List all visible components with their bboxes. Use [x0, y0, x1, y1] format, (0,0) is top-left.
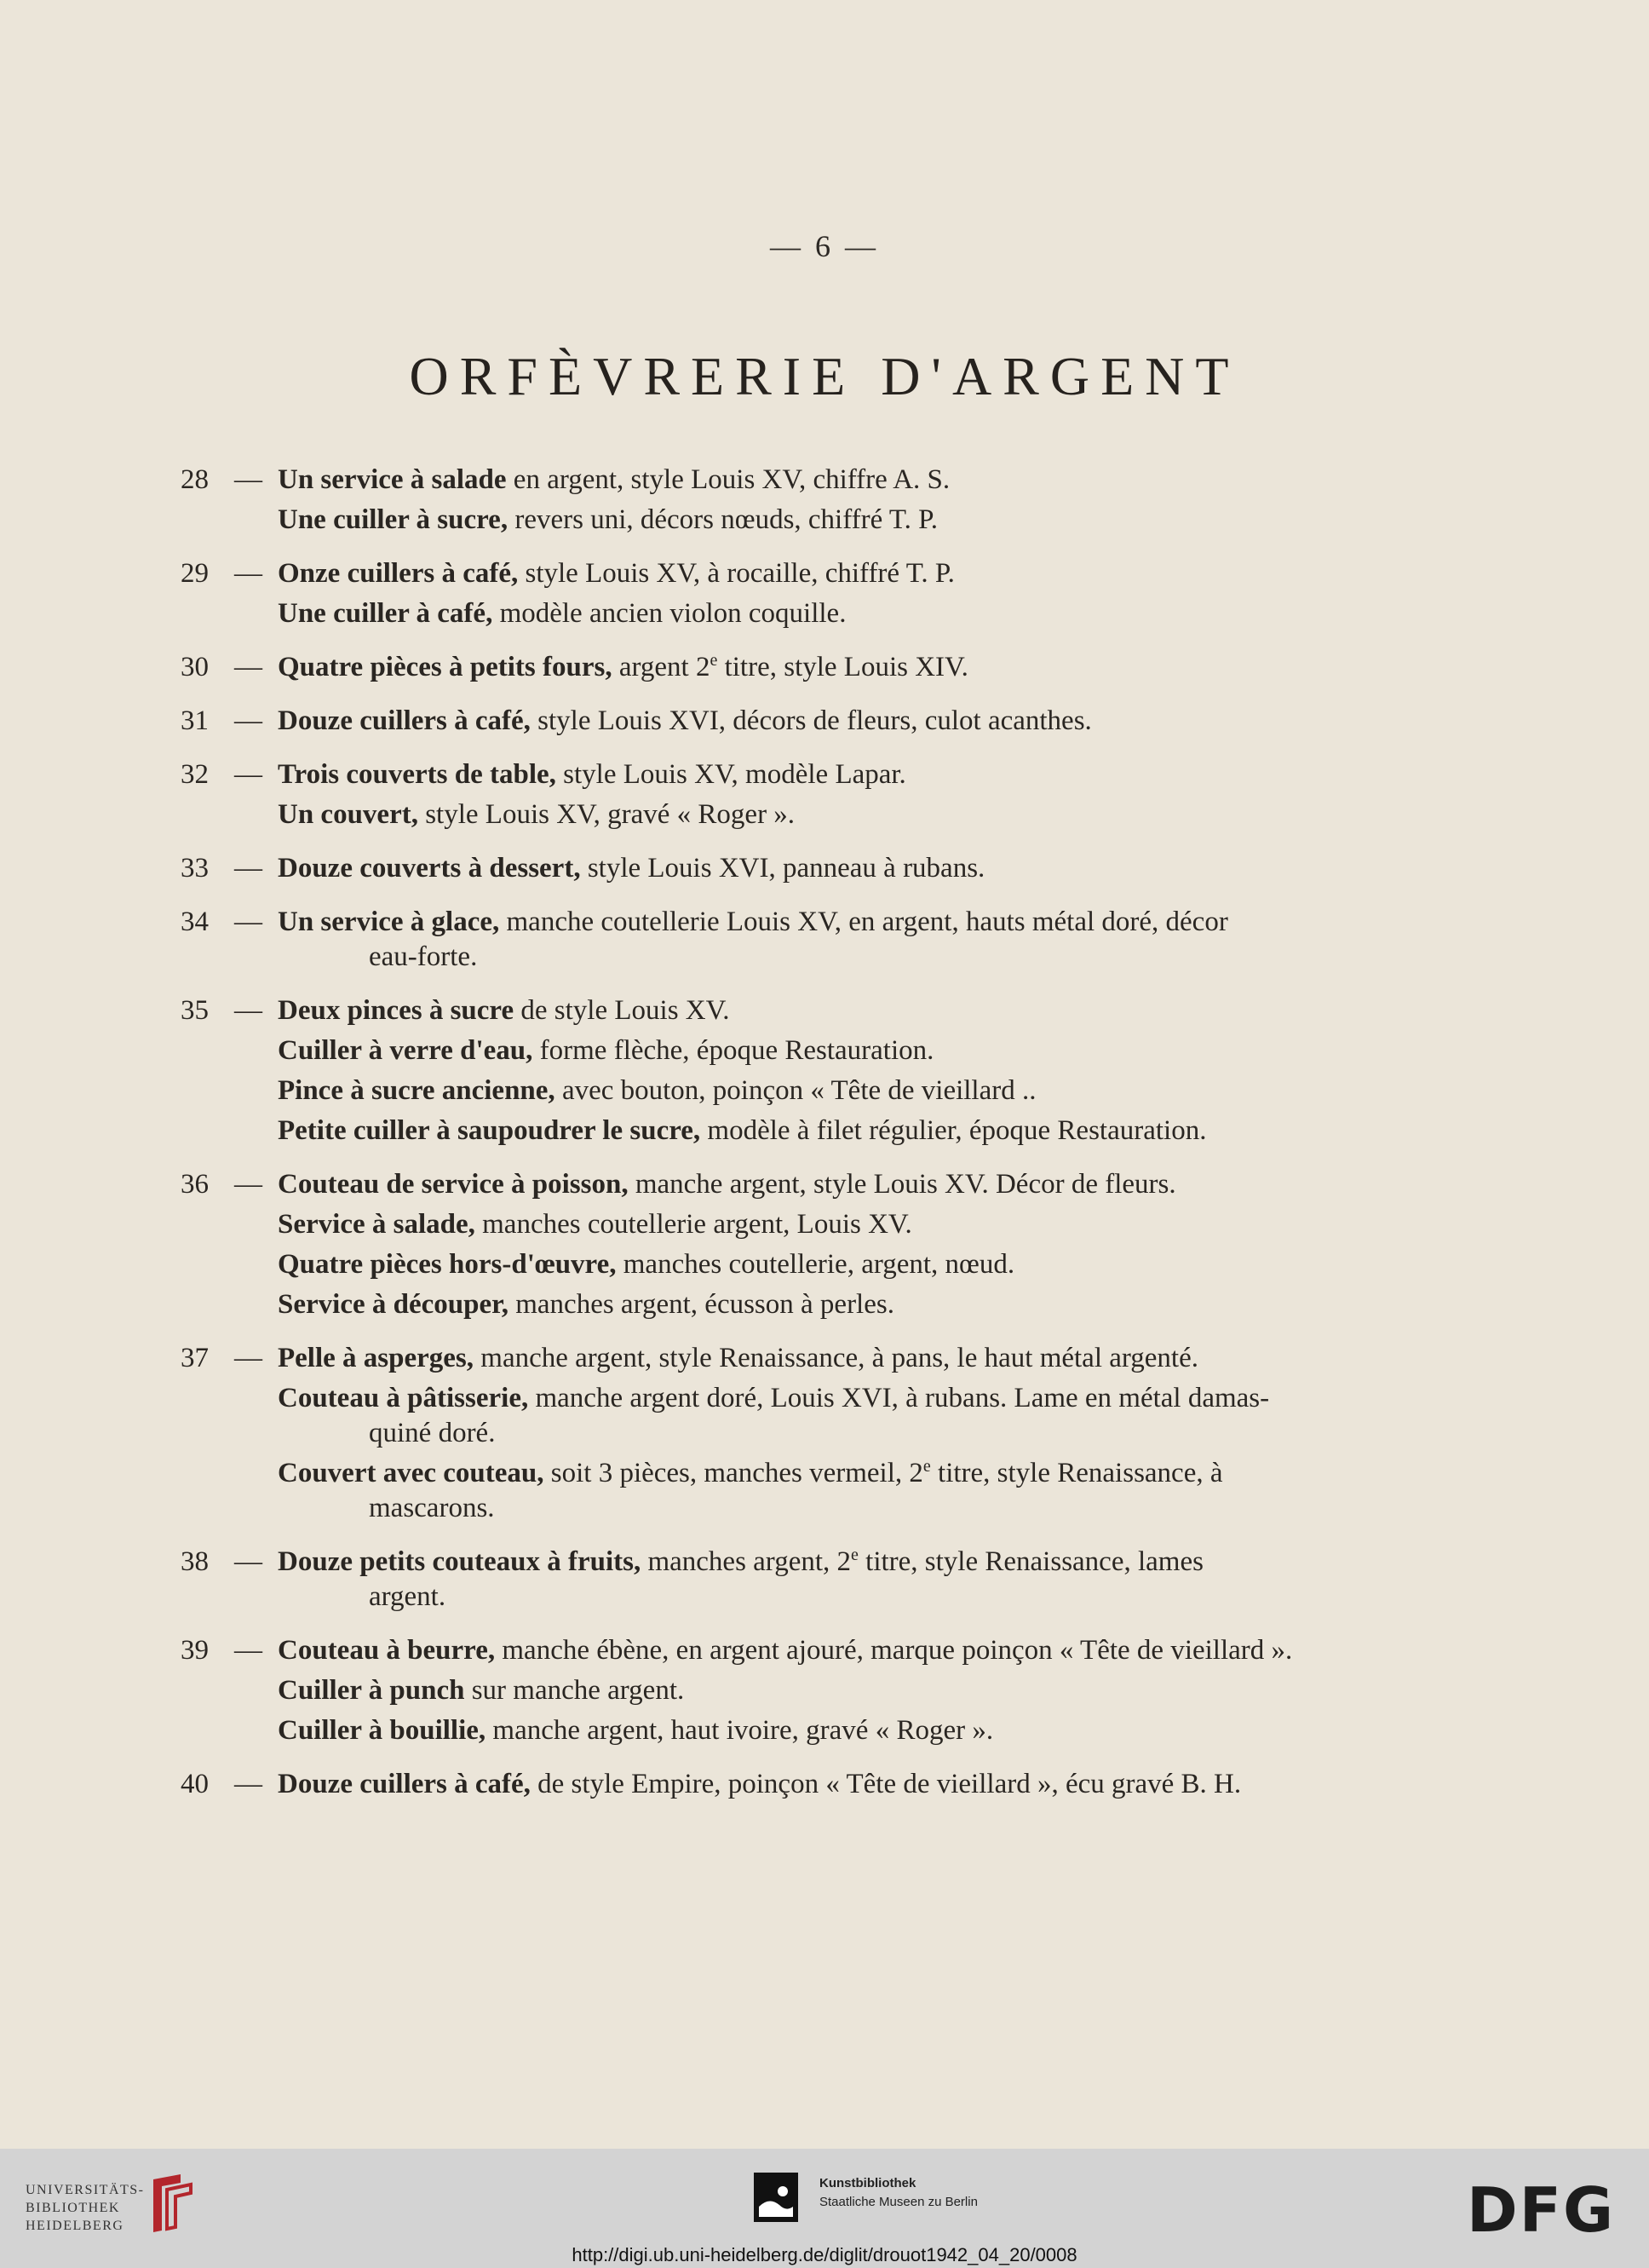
lot-item — [278, 594, 1467, 634]
lot-item — [278, 1285, 1467, 1325]
ub-heidelberg-logo-text[interactable] — [26, 2181, 145, 2235]
lot-item — [278, 902, 1467, 977]
lot-items — [278, 1338, 1467, 1528]
item-name: Pince à sucre ancienne, — [278, 1075, 555, 1106]
lot-dash: — — [234, 907, 262, 937]
item-description: manches coutellerie argent, Louis XV. — [474, 1209, 912, 1240]
ordinal-superscript: e — [922, 1457, 931, 1476]
item-description: forme flèche, époque Restauration. — [532, 1035, 934, 1066]
item-description-cont: titre, style Renaissance, à — [930, 1458, 1223, 1488]
lot-item — [278, 755, 1467, 795]
item-description: avec bouton, poinçon « Tête de vieillard .. — [554, 1075, 1037, 1106]
lot-list — [181, 460, 1467, 1805]
footer-bar — [0, 2149, 1649, 2268]
item-name: Douze petits couteaux à fruits, — [278, 1546, 641, 1577]
lot-dash: — — [234, 1546, 262, 1577]
item-description: revers uni, décors nœuds, chiffré T. P. — [508, 504, 939, 535]
lot-dash: — — [234, 464, 262, 495]
page-number: — 6 — — [770, 229, 879, 263]
item-name: Douze cuillers à café, — [278, 705, 531, 736]
item-description-cont: titre, style Louis XIV. — [717, 652, 968, 682]
item-description: sur manche argent. — [464, 1675, 685, 1706]
ub-heidelberg-mark-icon — [147, 2171, 198, 2239]
lot-entry — [181, 648, 1467, 688]
item-continuation: mascarons. — [369, 1493, 495, 1523]
item-name: Un service à glace, — [278, 907, 500, 937]
item-description: manches argent, 2 — [641, 1546, 852, 1577]
lot-number: 29 — [181, 558, 209, 589]
kb-subtitle: Staatliche Museen zu Berlin — [819, 2195, 978, 2209]
lot-item — [278, 701, 1467, 741]
kunstbibliothek-label — [819, 2174, 978, 2212]
item-name: Service à découper, — [278, 1289, 508, 1320]
page-title: ORFÈVRERIE D'ARGENT — [409, 346, 1240, 406]
lot-item — [278, 1711, 1467, 1751]
item-description: manche coutellerie Louis XV, en argent, hauts métal doré, décor — [499, 907, 1228, 937]
lot-item — [278, 554, 1467, 594]
item-name: Une cuiller à sucre, — [278, 504, 508, 535]
item-description: modèle à filet régulier, époque Restauration. — [700, 1115, 1207, 1146]
item-name: Douze couverts à dessert, — [278, 853, 581, 884]
lot-item — [278, 1111, 1467, 1151]
lot-number: 35 — [181, 995, 209, 1026]
lot-items — [278, 849, 1467, 889]
item-name: Couteau à pâtisserie, — [278, 1383, 529, 1413]
lot-items — [278, 991, 1467, 1151]
item-description: manche argent, haut ivoire, gravé « Roger ». — [486, 1715, 994, 1746]
lot-item — [278, 1165, 1467, 1205]
item-description: en argent, style Louis XV, chiffre A. S. — [506, 464, 951, 495]
lot-number: 36 — [181, 1169, 209, 1200]
lot-entry — [181, 1542, 1467, 1617]
lot-entry — [181, 1631, 1467, 1751]
item-name: Couteau à beurre, — [278, 1635, 496, 1666]
item-description-cont: titre, style Renaissance, lames — [858, 1546, 1204, 1577]
lot-entry — [181, 755, 1467, 835]
lot-dash: — — [234, 1343, 262, 1373]
lot-dash: — — [234, 995, 262, 1026]
lot-item — [278, 460, 1467, 500]
item-description: de style Empire, poinçon « Tête de vieillard », écu gravé B. H. — [530, 1769, 1242, 1799]
ub-line: HEIDELBERG — [26, 2219, 124, 2233]
lot-entry — [181, 1764, 1467, 1805]
ordinal-superscript: e — [851, 1546, 859, 1564]
item-description: manche ébène, en argent ajouré, marque poinçon « Tête de vieillard ». — [495, 1635, 1293, 1666]
lot-number: 32 — [181, 759, 209, 790]
item-description: argent 2 — [612, 652, 710, 682]
dfg-logo[interactable]: DFG — [1467, 2174, 1616, 2246]
kunstbibliothek-logo-icon[interactable] — [754, 2173, 798, 2222]
lot-dash: — — [234, 652, 262, 682]
item-continuation: quiné doré. — [369, 1418, 496, 1448]
lot-entry — [181, 701, 1467, 741]
item-description: style Louis XVI, panneau à rubans. — [580, 853, 985, 884]
lot-number: 38 — [181, 1546, 209, 1577]
kb-title: Kunstbibliothek — [819, 2176, 916, 2190]
item-name: Cuiller à punch — [278, 1675, 465, 1706]
lot-dash: — — [234, 759, 262, 790]
lot-items — [278, 902, 1467, 977]
item-name: Service à salade, — [278, 1209, 475, 1240]
item-name: Un couvert, — [278, 799, 418, 830]
lot-item — [278, 1671, 1467, 1711]
item-description: manche argent, style Louis XV. Décor de fleurs. — [628, 1169, 1176, 1200]
lot-number: 40 — [181, 1769, 209, 1799]
item-description: modèle ancien violon coquille. — [492, 598, 847, 629]
item-description: style Louis XV, modèle Lapar. — [555, 759, 906, 790]
lot-number: 28 — [181, 464, 209, 495]
lot-entry — [181, 902, 1467, 977]
lot-item — [278, 1245, 1467, 1285]
lot-item — [278, 991, 1467, 1031]
item-name: Couvert avec couteau, — [278, 1458, 544, 1488]
item-description: style Louis XVI, décors de fleurs, culot acanthes. — [530, 705, 1092, 736]
item-description: style Louis XV, gravé « Roger ». — [417, 799, 796, 830]
lot-item — [278, 795, 1467, 835]
lot-item — [278, 1205, 1467, 1245]
item-name: Une cuiller à café, — [278, 598, 493, 629]
lot-entry — [181, 1338, 1467, 1528]
item-name: Trois couverts de table, — [278, 759, 556, 790]
lot-item — [278, 1338, 1467, 1379]
item-description: manches coutellerie, argent, nœud. — [616, 1249, 1015, 1280]
item-name: Cuiller à verre d'eau, — [278, 1035, 533, 1066]
ub-line: BIBLIOTHEK — [26, 2201, 120, 2215]
item-name: Quatre pièces à petits fours, — [278, 652, 612, 682]
lot-dash: — — [234, 1635, 262, 1666]
item-name: Un service à salade — [278, 464, 507, 495]
item-name: Quatre pièces hors-d'œuvre, — [278, 1249, 617, 1280]
lot-item — [278, 1453, 1467, 1528]
item-name: Pelle à asperges, — [278, 1343, 474, 1373]
lot-item — [278, 648, 1467, 688]
lot-items — [278, 1165, 1467, 1325]
lot-items — [278, 755, 1467, 835]
item-name: Cuiller à bouillie, — [278, 1715, 486, 1746]
lot-item — [278, 500, 1467, 540]
lot-entry — [181, 991, 1467, 1151]
lot-number: 34 — [181, 907, 209, 937]
ub-line: UNIVERSITÄTS- — [26, 2183, 145, 2197]
lot-number: 39 — [181, 1635, 209, 1666]
lot-entry — [181, 849, 1467, 889]
lot-dash: — — [234, 853, 262, 884]
lot-items — [278, 460, 1467, 540]
item-name: Petite cuiller à saupoudrer le sucre, — [278, 1115, 701, 1146]
lot-item — [278, 1542, 1467, 1617]
lot-dash: — — [234, 1769, 262, 1799]
item-continuation: eau-forte. — [369, 941, 478, 972]
item-name: Onze cuillers à café, — [278, 558, 519, 589]
item-continuation: argent. — [369, 1581, 446, 1612]
ordinal-superscript: e — [710, 651, 718, 670]
lot-item — [278, 1631, 1467, 1671]
lot-number: 33 — [181, 853, 209, 884]
lot-items — [278, 554, 1467, 634]
item-description: manche argent doré, Louis XVI, à rubans. Lame en métal damas- — [528, 1383, 1270, 1413]
lot-entry — [181, 1165, 1467, 1325]
item-description: manches argent, écusson à perles. — [508, 1289, 894, 1320]
lot-item — [278, 1764, 1467, 1805]
lot-item — [278, 849, 1467, 889]
lot-items — [278, 1542, 1467, 1617]
lot-dash: — — [234, 705, 262, 736]
lot-number: 31 — [181, 705, 209, 736]
lot-item — [278, 1071, 1467, 1111]
lot-entry — [181, 460, 1467, 540]
lot-entry — [181, 554, 1467, 634]
lot-number: 30 — [181, 652, 209, 682]
lot-number: 37 — [181, 1343, 209, 1373]
lot-items — [278, 648, 1467, 688]
lot-items — [278, 1764, 1467, 1805]
lot-item — [278, 1031, 1467, 1071]
item-name: Deux pinces à sucre — [278, 995, 514, 1026]
permalink-url[interactable]: http://digi.ub.uni-heidelberg.de/diglit/drouot1942_04_20/0008 — [572, 2244, 1077, 2265]
item-name: Douze cuillers à café, — [278, 1769, 531, 1799]
item-description: manche argent, style Renaissance, à pans, le haut métal argenté. — [474, 1343, 1198, 1373]
item-description: soit 3 pièces, manches vermeil, 2 — [543, 1458, 923, 1488]
lot-items — [278, 701, 1467, 741]
item-description: de style Louis XV. — [514, 995, 730, 1026]
lot-dash: — — [234, 558, 262, 589]
lot-dash: — — [234, 1169, 262, 1200]
item-name: Couteau de service à poisson, — [278, 1169, 629, 1200]
item-description: style Louis XV, à rocaille, chiffré T. P. — [518, 558, 955, 589]
lot-item — [278, 1379, 1467, 1453]
lot-items — [278, 1631, 1467, 1751]
